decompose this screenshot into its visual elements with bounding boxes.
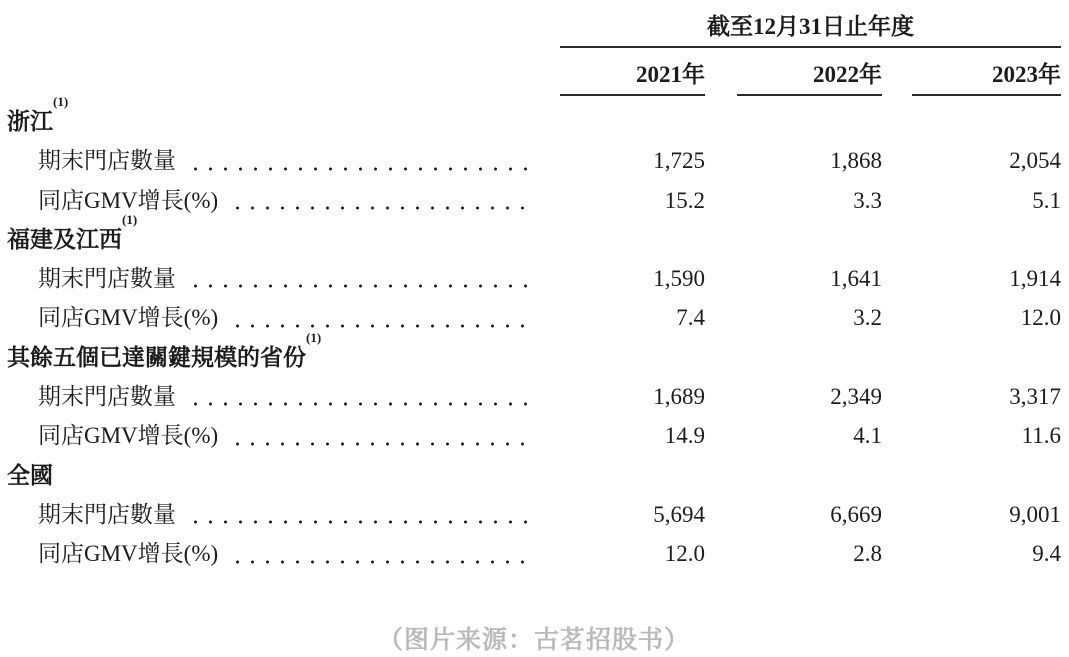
value-cell: 15.2 (664, 187, 705, 213)
value-cell: 11.6 (1021, 423, 1061, 449)
section-title: 全國 (7, 462, 53, 488)
year-header-cells (560, 50, 1061, 96)
value-cell: 12.0 (1020, 305, 1061, 331)
footnote-marker: (1) (53, 94, 69, 109)
row-label-cell (7, 534, 560, 573)
row-label: 同店GMV增長(%) (38, 187, 219, 213)
footnote-marker: (1) (122, 211, 138, 227)
row-label-cell (7, 259, 560, 298)
value-cell: 1,725 (653, 148, 705, 174)
value-cell: 5,694 (653, 501, 705, 527)
value-cell: 7.4 (676, 305, 705, 331)
period-header-row (7, 8, 1061, 42)
value-cell: 3.2 (853, 305, 882, 331)
header-rule-row (7, 42, 1061, 48)
label-column-spacer (7, 42, 560, 48)
label-column-spacer (7, 50, 560, 96)
value-cell: 1,590 (653, 266, 705, 292)
value-cell: 9.4 (1032, 541, 1061, 567)
value-cell: 5.1 (1032, 187, 1061, 213)
row-label: 期末門店數量 (38, 384, 176, 410)
year-column-header: 2022年 (737, 50, 882, 96)
year-column-header: 2023年 (912, 50, 1061, 96)
section-header-row (7, 456, 1061, 495)
table-body (7, 94, 1061, 574)
value-cells (560, 534, 1061, 573)
row-label-cell (7, 298, 560, 337)
value-cells (560, 298, 1061, 337)
row-label: 同店GMV增長(%) (38, 305, 219, 331)
row-label-cell (7, 377, 560, 416)
value-cells (560, 416, 1061, 455)
row-label-cell (7, 495, 560, 534)
header-top-rule (560, 46, 1061, 48)
dot-leader (230, 558, 534, 566)
row-label: 同店GMV增長(%) (38, 541, 219, 567)
value-cells (560, 377, 1061, 416)
section-header-row (7, 329, 1061, 377)
value-cells (560, 141, 1061, 180)
value-cell: 1,868 (830, 148, 882, 174)
table-row (7, 298, 1061, 337)
value-cell: 12.0 (664, 541, 705, 567)
table-row (7, 141, 1061, 180)
dot-leader (188, 400, 534, 408)
row-label: 期末門店數量 (38, 266, 176, 292)
value-cells (560, 259, 1061, 298)
section-title: 浙江 (7, 109, 53, 134)
value-cell: 1,689 (653, 384, 705, 410)
value-cell: 9,001 (1009, 501, 1061, 527)
value-cells (560, 181, 1061, 220)
table-row (7, 259, 1061, 298)
row-label-cell (7, 181, 560, 220)
value-cell: 3.3 (853, 187, 882, 213)
row-label-cell (7, 141, 560, 180)
table-row (7, 495, 1061, 534)
value-cell: 2.8 (853, 541, 882, 567)
period-header: 截至12月31日止年度 (707, 14, 914, 39)
row-label: 期末門店數量 (38, 148, 176, 174)
financial-table (7, 8, 1061, 574)
dot-leader (230, 322, 534, 330)
value-cell: 2,349 (830, 384, 882, 410)
source-caption: （图片来源：古茗招股书） (377, 625, 690, 654)
row-label: 期末門店數量 (38, 501, 176, 527)
value-cell: 6,669 (830, 501, 882, 527)
value-cell: 2,054 (1009, 148, 1061, 174)
value-cell: 14.9 (664, 423, 705, 449)
value-cells (560, 495, 1061, 534)
value-cell: 1,641 (830, 266, 882, 292)
dot-leader (188, 282, 534, 290)
section-header-row (7, 211, 1061, 259)
value-cell: 1,914 (1009, 266, 1061, 292)
section-title: 福建及江西 (7, 226, 122, 252)
dot-leader (230, 204, 534, 212)
row-label-cell (7, 416, 560, 455)
footnote-marker: (1) (306, 329, 322, 345)
year-header-row (7, 50, 1061, 96)
section-title: 其餘五個已達關鍵規模的省份 (7, 344, 306, 370)
dot-leader (188, 518, 534, 526)
dot-leader (230, 440, 534, 448)
label-column-spacer (7, 8, 560, 42)
value-cell: 3,317 (1009, 384, 1061, 410)
table-row (7, 181, 1061, 220)
year-column-header: 2021年 (560, 50, 705, 96)
section-header-row (7, 94, 1061, 141)
table-row (7, 416, 1061, 455)
row-label: 同店GMV增長(%) (38, 423, 219, 449)
dot-leader (188, 165, 534, 173)
table-row (7, 377, 1061, 416)
table-row (7, 534, 1061, 573)
value-cell: 4.1 (853, 423, 882, 449)
